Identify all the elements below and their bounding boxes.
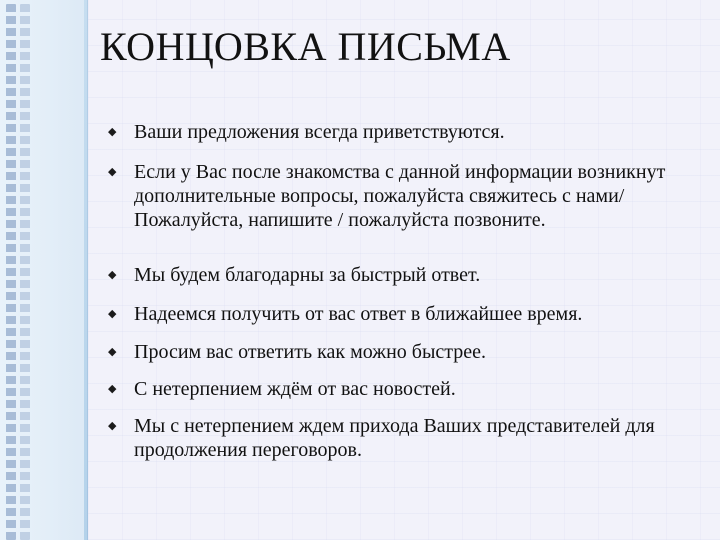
bullet-text: Просим вас ответить как можно быстрее. [134,341,487,363]
bullet-text: Мы будем благодарны за быстрый ответ. [134,264,481,286]
bullet-item-4 [108,302,706,326]
bullet-text: Надеемся получить от вас ответ в ближайшее время. [134,303,583,325]
diamond-bullet-icon: ◆ [108,383,117,395]
bullet-item-2 [108,160,706,232]
bullet-item-6 [108,377,706,401]
bullet-item-5 [108,340,706,364]
bullet-text: Мы с нетерпением ждем прихода Ваших представителей для продолжения переговоров. [134,415,655,461]
bullet-text: Ваши предложения всегда приветствуются. [134,121,505,143]
diamond-bullet-icon: ◆ [108,346,117,358]
left-decorative-sidebar [0,0,88,540]
bullet-text: Если у Вас после знакомства с данной информации возникнут дополнительные вопросы, пожалуйста свяжитесь с нами/ Пожалуйста, напишите / пожалуйста позвоните. [134,161,666,231]
diamond-bullet-icon: ◆ [108,308,117,320]
diamond-bullet-icon: ◆ [108,269,117,281]
bullet-text: С нетерпением ждём от вас новостей. [134,378,456,400]
diamond-bullet-icon: ◆ [108,166,117,178]
bullet-item-3 [108,263,706,287]
sidebar-square-pattern-secondary [20,4,30,540]
slide-title: КОНЦОВКА ПИСЬМА [100,24,511,69]
sidebar-square-pattern [6,4,16,540]
diamond-bullet-icon: ◆ [108,126,117,138]
bullet-item-7 [108,414,706,462]
diamond-bullet-icon: ◆ [108,420,117,432]
bullet-item-1 [108,120,706,144]
